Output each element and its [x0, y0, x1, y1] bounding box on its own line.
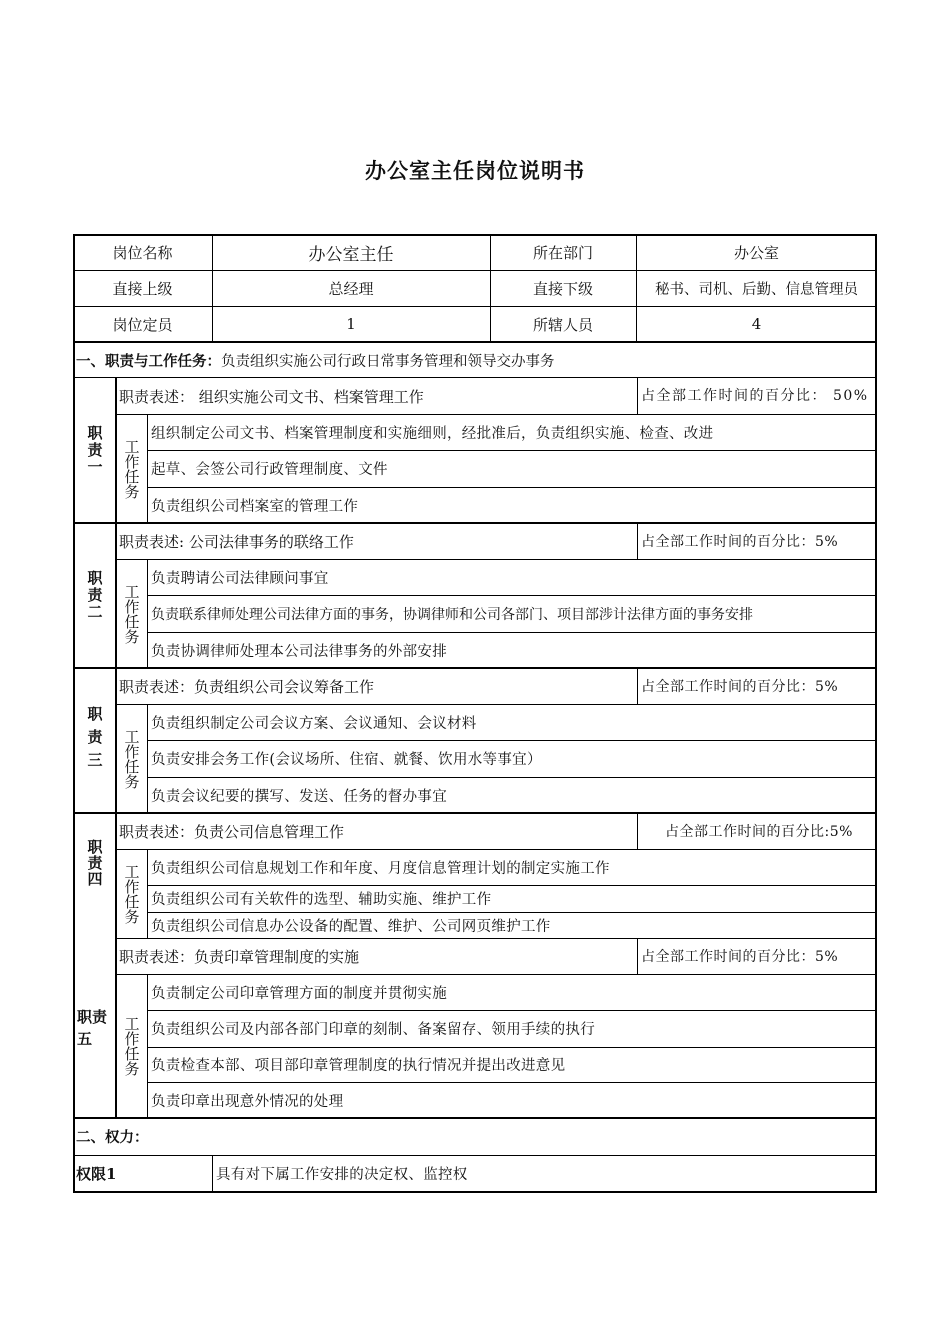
value-department: 办公室 — [733, 243, 779, 262]
rule — [73, 306, 877, 307]
rule — [147, 974, 148, 1118]
duty-5-task-label — [115, 974, 147, 1118]
duty-1-percent: 占全部工作时间的百分比： 50% — [641, 388, 869, 404]
value-direct-subordinate: 秘书、司机、后勤、信息管理员 — [655, 281, 858, 298]
duty-5-name — [73, 938, 115, 1118]
duty-4-task-3: 负责组织公司信息办公设备的配置、维护、公司网页维护工作 — [151, 918, 551, 935]
rule — [147, 912, 877, 913]
rule — [73, 1117, 877, 1119]
rule — [147, 1047, 877, 1048]
authority-1-label: 权限1 — [76, 1165, 117, 1183]
rule — [147, 414, 148, 523]
duty-4-percent: 占全部工作时间的百分比:5% — [665, 824, 853, 840]
duty-3-task-label — [115, 704, 147, 813]
rule — [637, 938, 638, 974]
duty-3-name-text: 职责三 — [85, 706, 104, 775]
section-duties-title: 一、职责与工作任务： — [76, 353, 221, 370]
duty-3-task-label-text: 工作任务 — [122, 728, 141, 789]
value-position-name: 办公室主任 — [308, 244, 394, 265]
label-position-name: 岗位名称 — [112, 243, 173, 262]
value-direct-superior: 总经理 — [328, 279, 374, 298]
rule — [637, 813, 638, 849]
label-direct-subordinate: 直接下级 — [532, 279, 593, 298]
duty-2-name-text: 职责二 — [85, 570, 104, 621]
rule — [147, 777, 877, 778]
rule — [147, 595, 877, 596]
rule — [73, 377, 877, 378]
duty-4-statement: 职责表述：负责公司信息管理工作 — [119, 822, 345, 841]
job-description-table — [73, 234, 877, 1192]
duty-2-task-3: 负责协调律师处理本公司法律事务的外部安排 — [151, 643, 447, 660]
duty-5-task-2: 负责组织公司及内部各部门印章的刻制、备案留存、领用手续的执行 — [151, 1022, 595, 1038]
rule — [73, 1155, 877, 1156]
duty-1-task-label-text: 工作任务 — [122, 438, 141, 499]
rule — [637, 378, 638, 414]
border-top — [73, 234, 877, 236]
label-direct-superior: 直接上级 — [112, 279, 173, 298]
page-title: 办公室主任岗位说明书 — [365, 159, 585, 183]
duty-2-percent: 占全部工作时间的百分比：5% — [641, 534, 839, 550]
duty-4-name — [73, 813, 115, 938]
rule — [212, 234, 213, 342]
border-bottom — [73, 1191, 877, 1193]
rule — [73, 270, 877, 271]
rule — [490, 234, 491, 342]
duty-3-task-1: 负责组织制定公司会议方案、会议通知、会议材料 — [151, 715, 477, 732]
duty-4-task-2: 负责组织公司有关软件的选型、辅助实施、维护工作 — [151, 892, 492, 908]
duty-4-task-label — [115, 849, 147, 938]
duty-3-percent: 占全部工作时间的百分比：5% — [641, 679, 839, 695]
rule — [147, 740, 877, 741]
duty-1-name — [73, 378, 115, 523]
duty-3-task-3: 负责会议纪要的撰写、发送、任务的督办事宜 — [151, 788, 447, 805]
duty-1-name-text: 职责一 — [85, 425, 104, 476]
rule — [147, 487, 877, 488]
rule — [147, 1010, 877, 1011]
duty-5-statement: 职责表述：负责印章管理制度的实施 — [119, 947, 360, 966]
value-staff-managed: 4 — [751, 315, 762, 333]
section-authority-heading — [76, 1118, 876, 1155]
duty-2-name — [73, 523, 115, 668]
duty-5-task-1: 负责制定公司印章管理方面的制度并贯彻实施 — [151, 985, 447, 1002]
duty-5-task-4: 负责印章出现意外情况的处理 — [151, 1093, 344, 1110]
rule — [636, 234, 637, 342]
authority-1-text: 具有对下属工作安排的决定权、监控权 — [216, 1167, 468, 1183]
duty-2-task-2: 负责联系律师处理公司法律方面的事务，协调律师和公司各部门、项目部涉计法律方面的事务安排 — [151, 606, 753, 623]
section-authority-title: 二、权力： — [76, 1130, 149, 1146]
duty-3-task-2: 负责安排会务工作(会议场所、住宿、就餐、饮用水等事宜） — [151, 752, 542, 768]
label-staff-managed: 所辖人员 — [532, 315, 593, 334]
rule — [147, 885, 877, 886]
duty-3-statement: 职责表述：负责组织公司会议筹备工作 — [119, 677, 375, 696]
duty-1-task-2: 起草、会签公司行政管理制度、文件 — [151, 462, 388, 478]
rule — [73, 812, 877, 814]
duty-4-task-label-text: 工作任务 — [122, 863, 141, 924]
rule — [147, 1082, 877, 1083]
rule — [115, 849, 877, 850]
rule — [147, 450, 877, 451]
duty-2-task-1: 负责聘请公司法律顾问事宜 — [151, 570, 329, 587]
label-headcount: 岗位定员 — [112, 315, 173, 334]
value-headcount: 1 — [346, 315, 356, 333]
duty-5-percent: 占全部工作时间的百分比：5% — [641, 949, 839, 965]
rule — [147, 849, 148, 938]
rule — [115, 414, 877, 415]
rule — [115, 974, 877, 975]
rule — [637, 523, 638, 559]
duty-2-task-label-text: 工作任务 — [122, 583, 141, 644]
rule — [115, 704, 877, 705]
duty-3-name — [73, 668, 115, 813]
label-department: 所在部门 — [532, 243, 593, 262]
duty-4-name-text: 职责四 — [85, 839, 104, 887]
rule — [212, 1155, 213, 1192]
rule — [147, 632, 877, 633]
duty-1-task-3: 负责组织公司档案室的管理工作 — [151, 498, 359, 515]
duty-4-task-1: 负责组织公司信息规划工作和年度、月度信息管理计划的制定实施工作 — [151, 860, 610, 877]
duty-1-task-1: 组织制定公司文书、档案管理制度和实施细则，经批准后，负责组织实施、检查、改进 — [151, 425, 714, 442]
duty-5-task-label-text: 工作任务 — [122, 1016, 141, 1076]
rule — [147, 704, 148, 813]
rule — [73, 667, 877, 669]
rule — [115, 378, 117, 1118]
rule — [147, 559, 148, 668]
duty-5-name-text: 职责五 — [77, 1008, 108, 1048]
section-duties-heading — [76, 342, 876, 378]
section-duties-summary: 负责组织实施公司行政日常事务管理和领导交办事务 — [221, 353, 555, 370]
rule — [115, 938, 877, 939]
rule — [73, 522, 877, 524]
rule — [637, 668, 638, 704]
duty-1-task-label — [115, 414, 147, 523]
duty-5-task-3: 负责检查本部、项目部印章管理制度的执行情况并提出改进意见 — [151, 1058, 566, 1074]
duty-1-statement: 职责表述： 组织实施公司文书、档案管理工作 — [119, 387, 424, 406]
rule — [115, 559, 877, 560]
rule — [73, 341, 877, 343]
duty-2-task-label — [115, 559, 147, 668]
duty-2-statement: 职责表述: 公司法律事务的联络工作 — [119, 532, 354, 551]
